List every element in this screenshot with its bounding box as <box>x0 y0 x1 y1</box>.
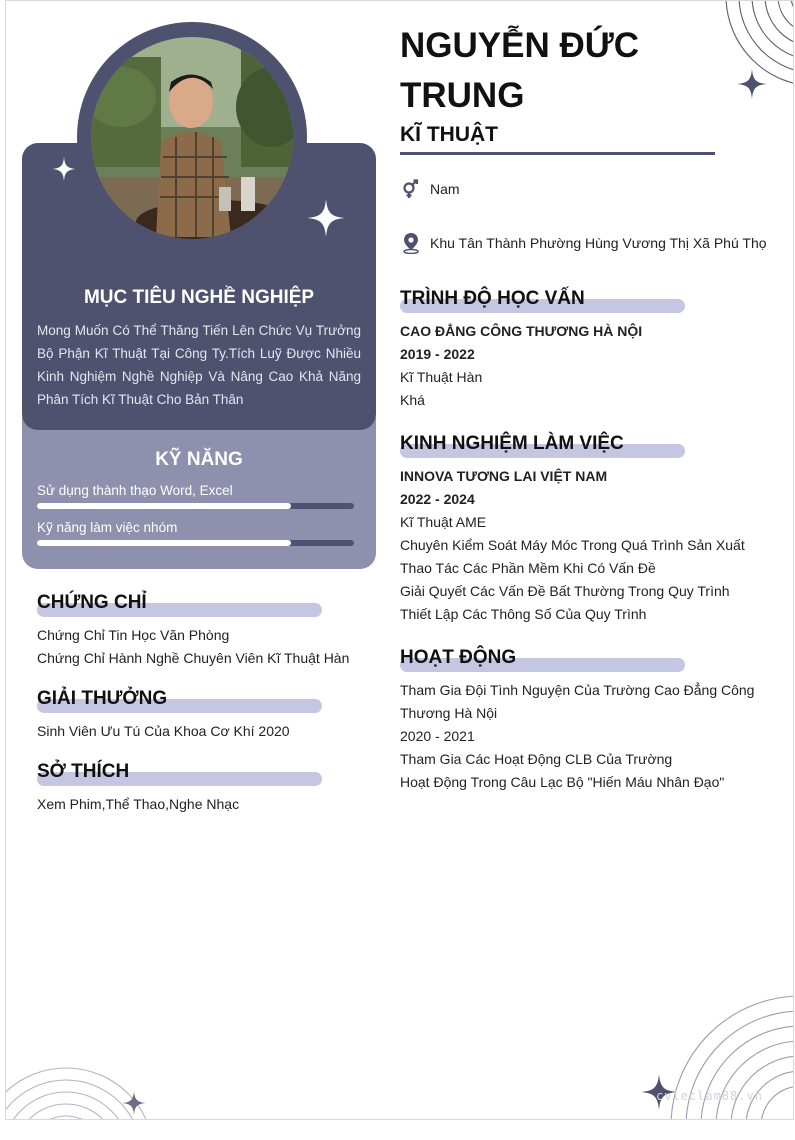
activity-item: Tham Gia Các Hoạt Động CLB Của Trường <box>400 751 673 767</box>
activities-heading <box>400 647 516 669</box>
skill-name: Kỹ năng làm việc nhóm <box>37 520 178 535</box>
objective-text: Mong Muốn Có Thể Thăng Tiến Lên Chức Vụ Trưởng Bộ Phận Kĩ Thuật Tại Công Ty.Tích Luỹ Được Nhiều Kinh Nghiệm Nghề Nghiệp Và Nâng Cao Khả Năng Phân Tích Kĩ Thuật Cho Bản Thân <box>37 323 361 407</box>
experience-heading <box>400 433 624 455</box>
skill-bar <box>37 503 354 509</box>
experience-position: Kĩ Thuật AME <box>400 514 487 530</box>
experience-duty: Thiết Lập Các Thông Số Của Quy Trình <box>400 606 647 622</box>
activity-text: Tham Gia Đội Tình Nguyện Của Trường Cao Đẳng Công <box>400 682 755 698</box>
skill-name: Sử dụng thành thạo Word, Excel <box>37 483 233 498</box>
education-major: Kĩ Thuật Hàn <box>400 369 483 385</box>
education-school: CAO ĐẲNG CÔNG THƯƠNG HÀ NỘI <box>400 323 643 339</box>
activity-text: Thương Hà Nội <box>400 705 498 721</box>
gender-text: Nam <box>430 181 460 197</box>
contact-address <box>400 232 767 254</box>
education-grade: Khá <box>400 392 425 408</box>
section-title: GIẢI THƯỞNG <box>37 688 168 709</box>
section-title: HOẠT ĐỘNG <box>400 647 517 668</box>
experience-company: INNOVA TƯƠNG LAI VIỆT NAM <box>400 468 608 484</box>
cv-page <box>5 0 794 1120</box>
sparkle-icon <box>307 199 345 237</box>
section-title: KINH NGHIỆM LÀM VIỆC <box>400 433 624 454</box>
certificates-heading <box>37 592 147 614</box>
skills-title: KỸ NĂNG <box>155 449 243 470</box>
objective-title: MỤC TIÊU NGHỀ NGHIỆP <box>83 287 315 308</box>
certificate-item: Chứng Chỉ Tin Học Văn Phòng <box>37 627 230 643</box>
section-title: CHỨNG CHỈ <box>37 592 147 613</box>
award-item: Sinh Viên Ưu Tú Của Khoa Cơ Khí 2020 <box>37 723 290 739</box>
experience-duty: Chuyên Kiểm Soát Máy Móc Trong Quá Trình Sản Xuất <box>400 537 745 553</box>
section-title: SỞ THÍCH <box>37 761 130 782</box>
education-period: 2019 - 2022 <box>400 346 475 362</box>
sparkle-icon <box>737 69 767 99</box>
location-icon <box>400 232 422 254</box>
skill-bar <box>37 540 354 546</box>
avatar <box>91 37 293 239</box>
watermark: cvleclam88.vn <box>656 1089 763 1103</box>
gender-icon <box>400 178 422 200</box>
hobbies-heading <box>37 761 129 783</box>
certificate-item: Chứng Chỉ Hành Nghề Chuyên Viên Kĩ Thuật Hàn <box>37 650 350 666</box>
hobby-item: Xem Phim,Thể Thao,Nghe Nhạc <box>37 796 240 812</box>
job-title: KĨ THUẬT <box>400 123 498 146</box>
candidate-name: NGUYỄN ĐỨC TRUNG <box>400 26 640 115</box>
skill-bar-fill <box>37 540 291 546</box>
sparkle-icon <box>52 157 76 181</box>
address-text: Khu Tân Thành Phường Hùng Vương Thị Xã Phú Thọ <box>430 235 767 251</box>
experience-duty: Giải Quyết Các Vấn Đề Bất Thường Trong Quy Trình <box>400 583 730 599</box>
activity-item: Hoạt Động Trong Câu Lạc Bộ "Hiến Máu Nhân Đạo" <box>400 774 725 790</box>
experience-duty: Thao Tác Các Phần Mềm Khi Có Vấn Đề <box>400 560 656 576</box>
awards-heading <box>37 688 167 710</box>
activity-period: 2020 - 2021 <box>400 728 475 744</box>
skill-bar-fill <box>37 503 291 509</box>
sparkle-icon <box>122 1091 146 1115</box>
experience-period: 2022 - 2024 <box>400 491 475 507</box>
section-title: TRÌNH ĐỘ HỌC VẤN <box>400 288 585 309</box>
education-heading <box>400 288 585 310</box>
title-divider <box>400 152 715 155</box>
contact-gender <box>400 178 460 200</box>
